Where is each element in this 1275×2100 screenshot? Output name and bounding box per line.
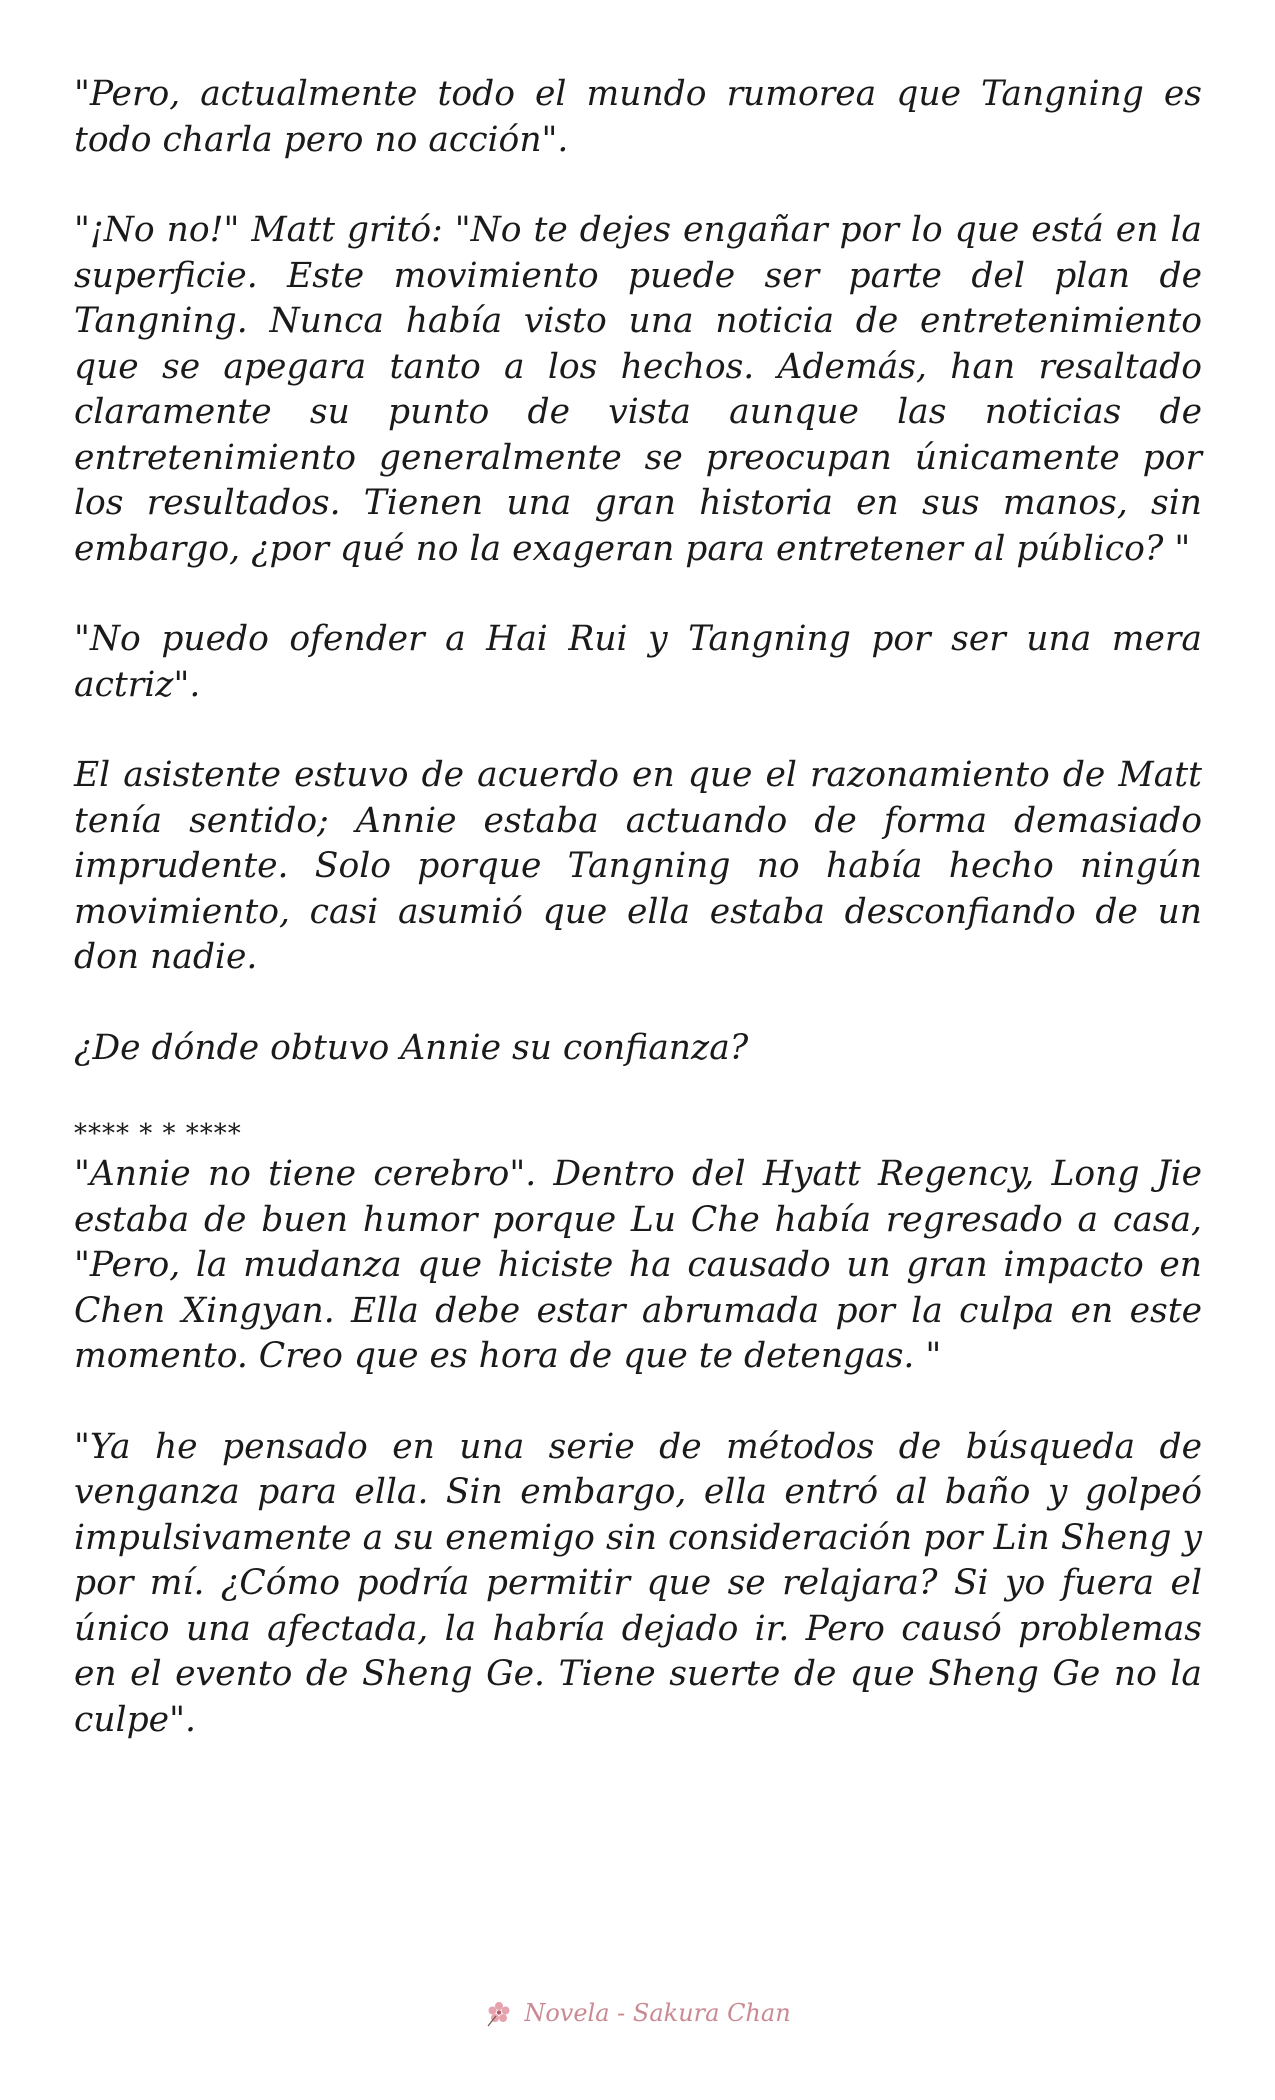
paragraph: "No puedo ofender a Hai Rui y Tangning por ser una mera actriz".: [74, 619, 1202, 705]
document-body: [74, 72, 1202, 1788]
paragraph: "Ya he pensado en una serie de métodos de búsqueda de venganza para ella. Sin embargo, ella entró al baño y golpeó impulsivamente a su enemigo sin consideración por Lin Sheng y por mí. ¿Cómo podría permitir que se relajara? Si yo fuera el único una afectada, la habría dejado ir. Pero causó problemas en el evento de Sheng Ge. Tiene suerte de que Sheng Ge no la culpe".: [74, 1426, 1202, 1740]
footer: [0, 1993, 1275, 2033]
paragraph: El asistente estuvo de acuerdo en que el razonamiento de Matt tenía sentido; Annie estaba actuando de forma demasiado imprudente. Solo porque Tangning no había hecho ningún movimiento, casi asumió que ella estaba desconfiando de un don nadie.: [74, 755, 1202, 977]
footer-text: Novela - Sakura Chan: [524, 1999, 791, 2027]
footer-watermark: [484, 1998, 790, 2028]
paragraph: "Annie no tiene cerebro". Dentro del Hyatt Regency, Long Jie estaba de buen humor porque Lu Che había regresado a casa, "Pero, la mudanza que hiciste ha causado un gran impacto en Chen Xingyan. Ella debe estar abrumada por la culpa en este momento. Creo que es hora de que te detengas. ": [74, 1154, 1202, 1376]
paragraph: "¡No no!" Matt gritó: "No te dejes engañar por lo que está en la superficie. Este movimiento puede ser parte del plan de Tangning. Nunca había visto una noticia de entretenimiento que se apegara tanto a los hechos. Además, han resaltado claramente su punto de vista aunque las noticias de entretenimiento generalmente se preocupan únicamente por los resultados. Tienen una gran historia en sus manos, sin embargo, ¿por qué no la exageran para entretener al público? ": [74, 210, 1202, 569]
sakura-flower-icon: [484, 1998, 514, 2028]
paragraph: "Pero, actualmente todo el mundo rumorea que Tangning es todo charla pero no acción".: [74, 74, 1202, 160]
paragraph: ¿De dónde obtuvo Annie su confianza?: [74, 1027, 749, 1068]
scene-separator: **** * * ****: [74, 1119, 242, 1149]
